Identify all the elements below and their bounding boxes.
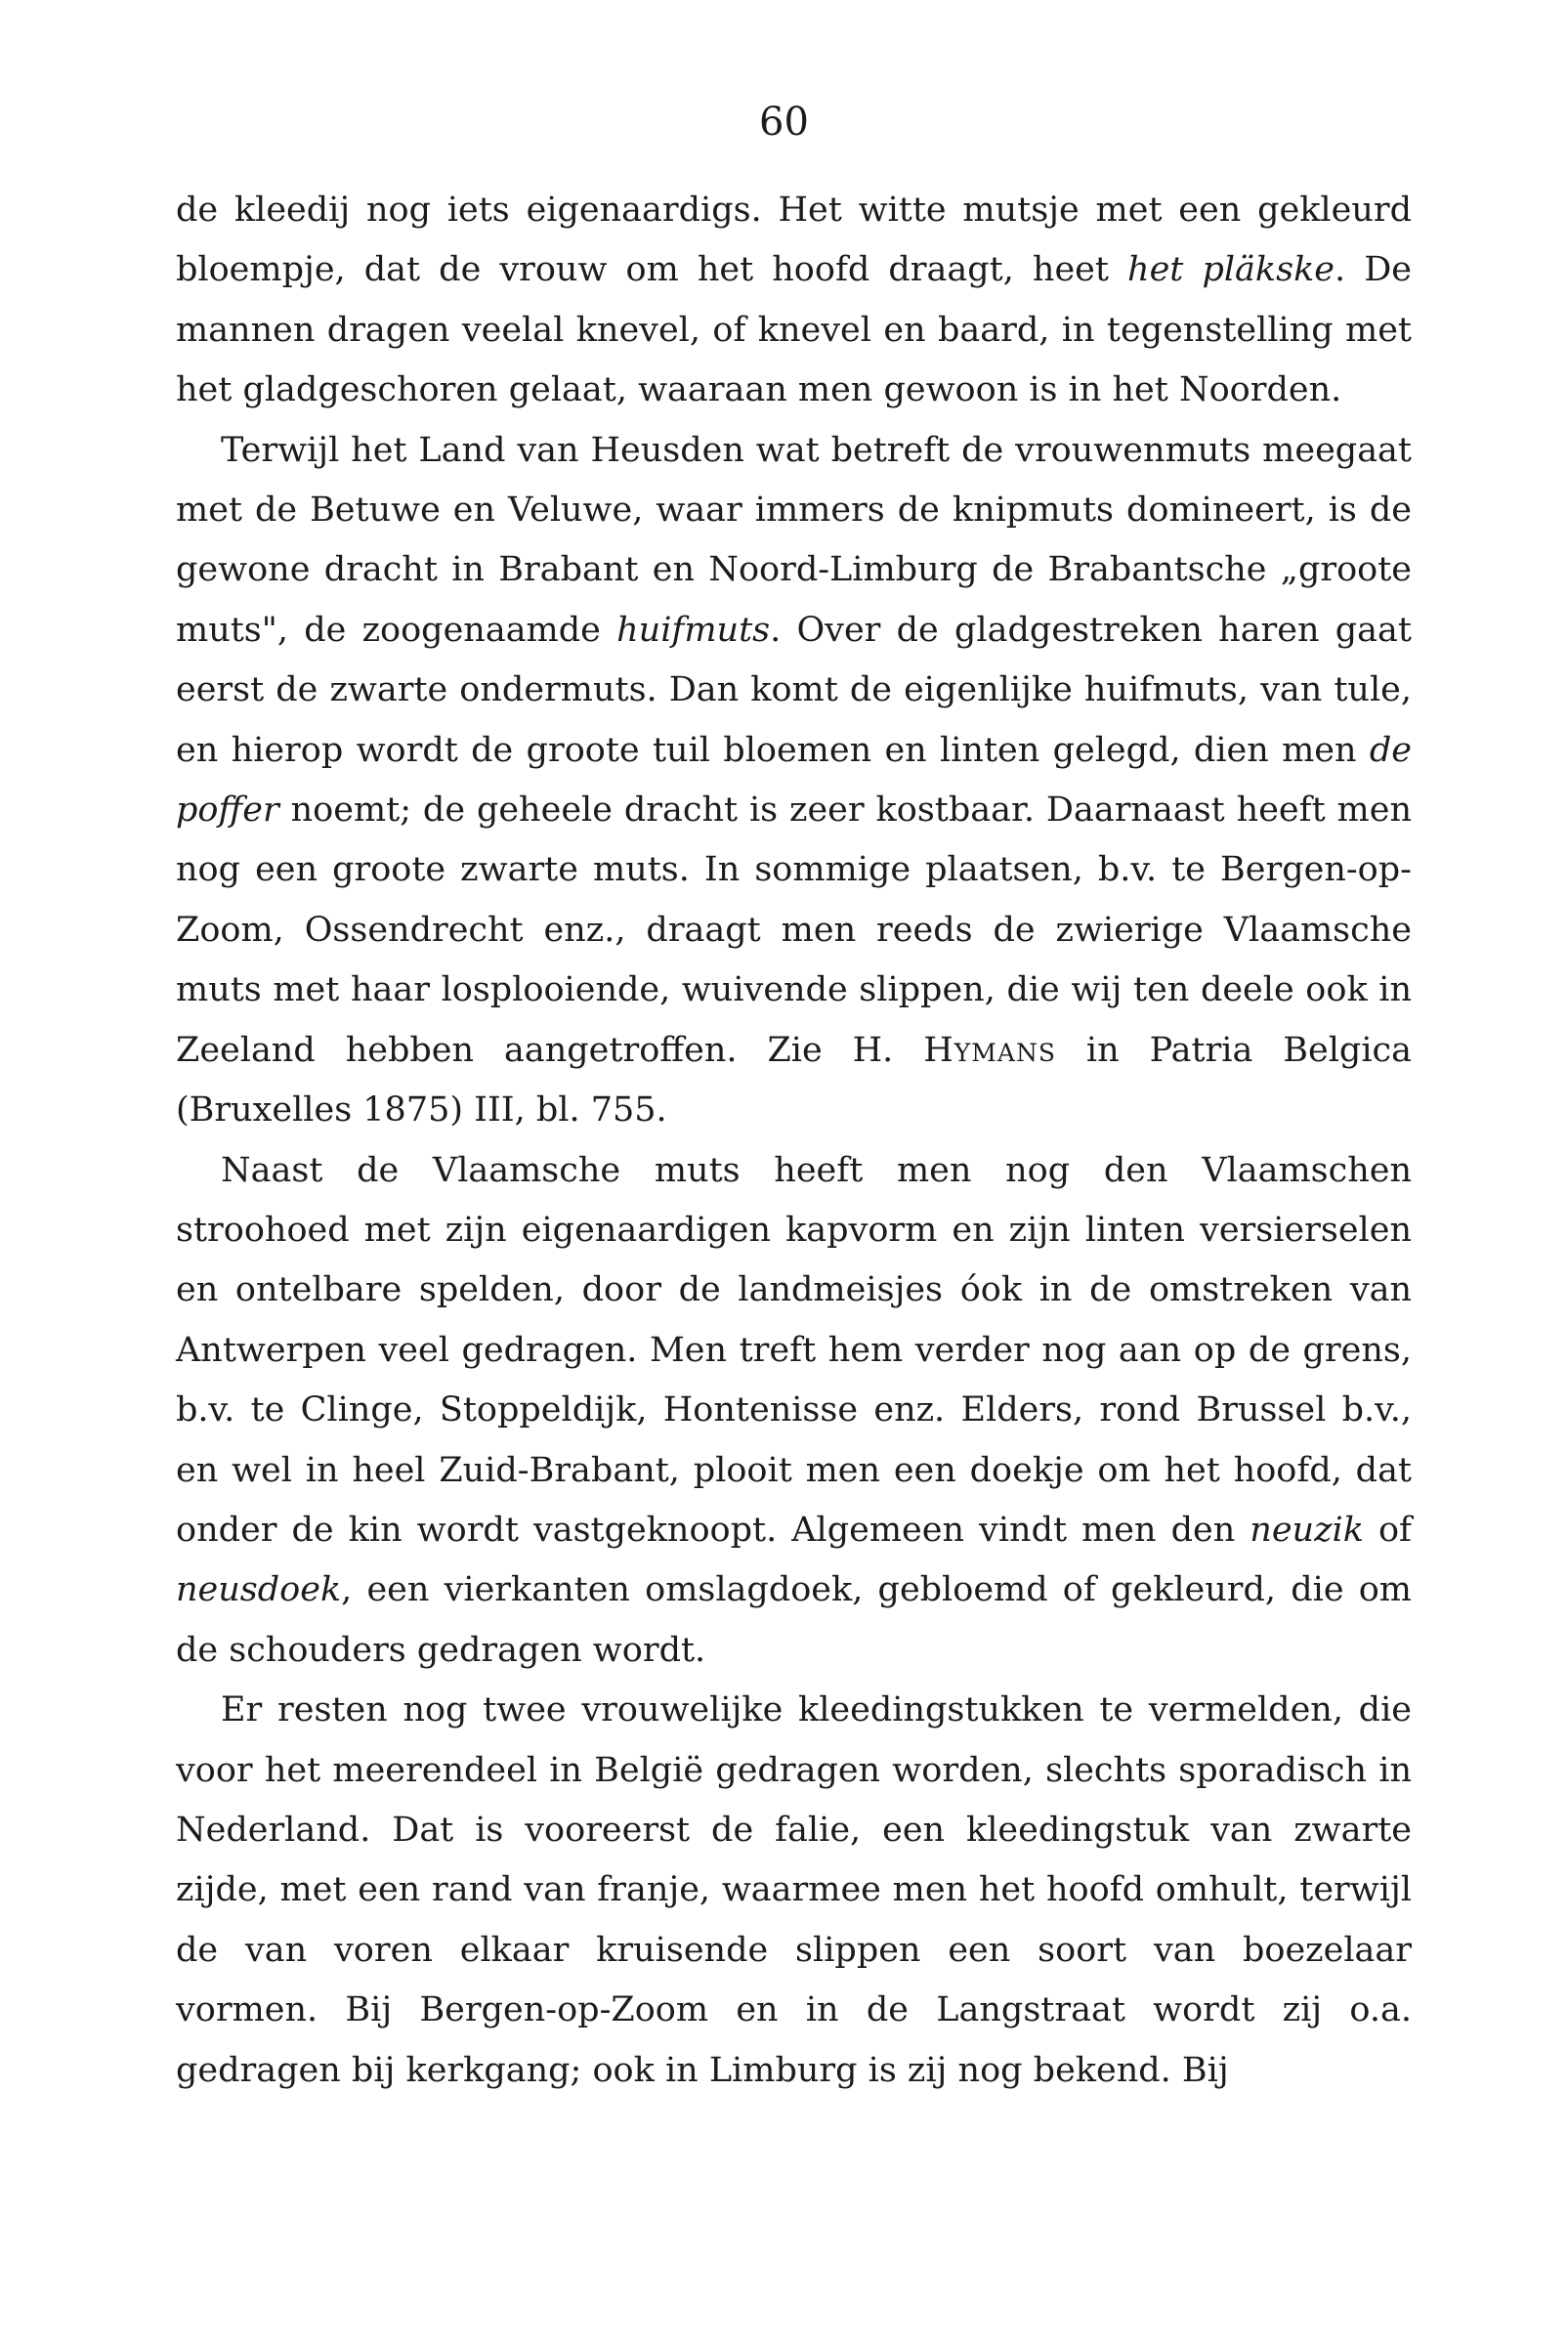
term-huifmuts: huifmuts: [616, 610, 771, 650]
body-text: [176, 181, 1412, 2101]
text-run: in Patria Belgica (Bruxelles 1875) III, bl. 755.: [176, 1030, 1412, 1131]
page-number: 60: [759, 100, 809, 145]
term-neusdoek: neusdoek: [176, 1570, 342, 1610]
text-run: , een vierkanten omslagdoek, gebloemd of gekleurd, die om de schouders gedragen wordt.: [176, 1570, 1412, 1670]
term-het-plakske: het pläkske: [1127, 250, 1335, 290]
paragraph-2: [176, 421, 1412, 1141]
paragraph-4: [176, 1681, 1412, 2101]
text-run: of: [1363, 1510, 1412, 1550]
term-neuzik: neuzik: [1250, 1510, 1364, 1550]
text-run: . Over de gladgestreken haren gaat eerst de zwarte ondermuts. Dan komt de eigenlijke huifmuts, van tule, en hierop wordt de groote tuil bloemen en linten gelegd, dien men: [176, 610, 1412, 770]
paragraph-3: [176, 1141, 1412, 1682]
text-run: Naast de Vlaamsche muts heeft men nog den Vlaamschen stroohoed met zijn eigenaardigen kapvorm en zijn linten versierselen en ontelbare spelden, door de landmeisjes óok in de omstreken van Antwerpen veel gedragen. Men treft hem verder nog aan op de grens, b.v. te Clinge, Stoppeldijk, Hontenisse enz. Elders, rond Brussel b.v., en wel in heel Zuid-Brabant, plooit men een doekje om het hoofd, dat onder de kin wordt vastgeknoopt. Algemeen vindt men den: [176, 1150, 1412, 1550]
term-de-poffer: de poffer: [176, 730, 1412, 831]
paragraph-1: [176, 181, 1412, 421]
text-run: Terwijl het Land van Heusden wat betreft de vrouwenmuts meegaat met de Betuwe en Veluwe, waar immers de knipmuts domineert, is de gewone dracht in Brabant en Noord-Limburg de Brabantsche „groote muts", de zoogenaamde: [176, 430, 1412, 650]
text-run: noemt; de geheele dracht is zeer kostbaar. Daarnaast heeft men nog een groote zwarte muts. In sommige plaatsen, b.v. te Bergen-op-Zoom, Ossendrecht enz., draagt men reeds de zwierige Vlaamsche muts met haar losplooiende, wuivende slippen, die wij ten deele ook in Zeeland hebben aangetroffen. Zie H.: [176, 790, 1412, 1070]
text-run: Er resten nog twee vrouwelijke kleedingstukken te vermelden, die voor het meerendeel in België gedragen worden, slechts sporadisch in Nederland. Dat is vooreerst de falie, een kleedingstuk van zwarte zijde, met een rand van franje, waarmee men het hoofd omhult, terwijl de van voren elkaar kruisende slippen een soort van boezelaar vormen. Bij Bergen-op-Zoom en in de Langstraat wordt zij o.a. gedragen bij kerkgang; ook in Limburg is zij nog bekend. Bij: [176, 1690, 1412, 2090]
text-run: . De mannen dragen veelal knevel, of knevel en baard, in tegenstelling met het gladgeschoren gelaat, waaraan men gewoon is in het Noorden.: [176, 250, 1412, 410]
author-name-hymans: Hymans: [923, 1030, 1056, 1070]
text-run: de kleedij nog iets eigenaardigs. Het witte mutsje met een gekleurd bloempje, dat de vrouw om het hoofd draagt, heet: [176, 191, 1412, 290]
